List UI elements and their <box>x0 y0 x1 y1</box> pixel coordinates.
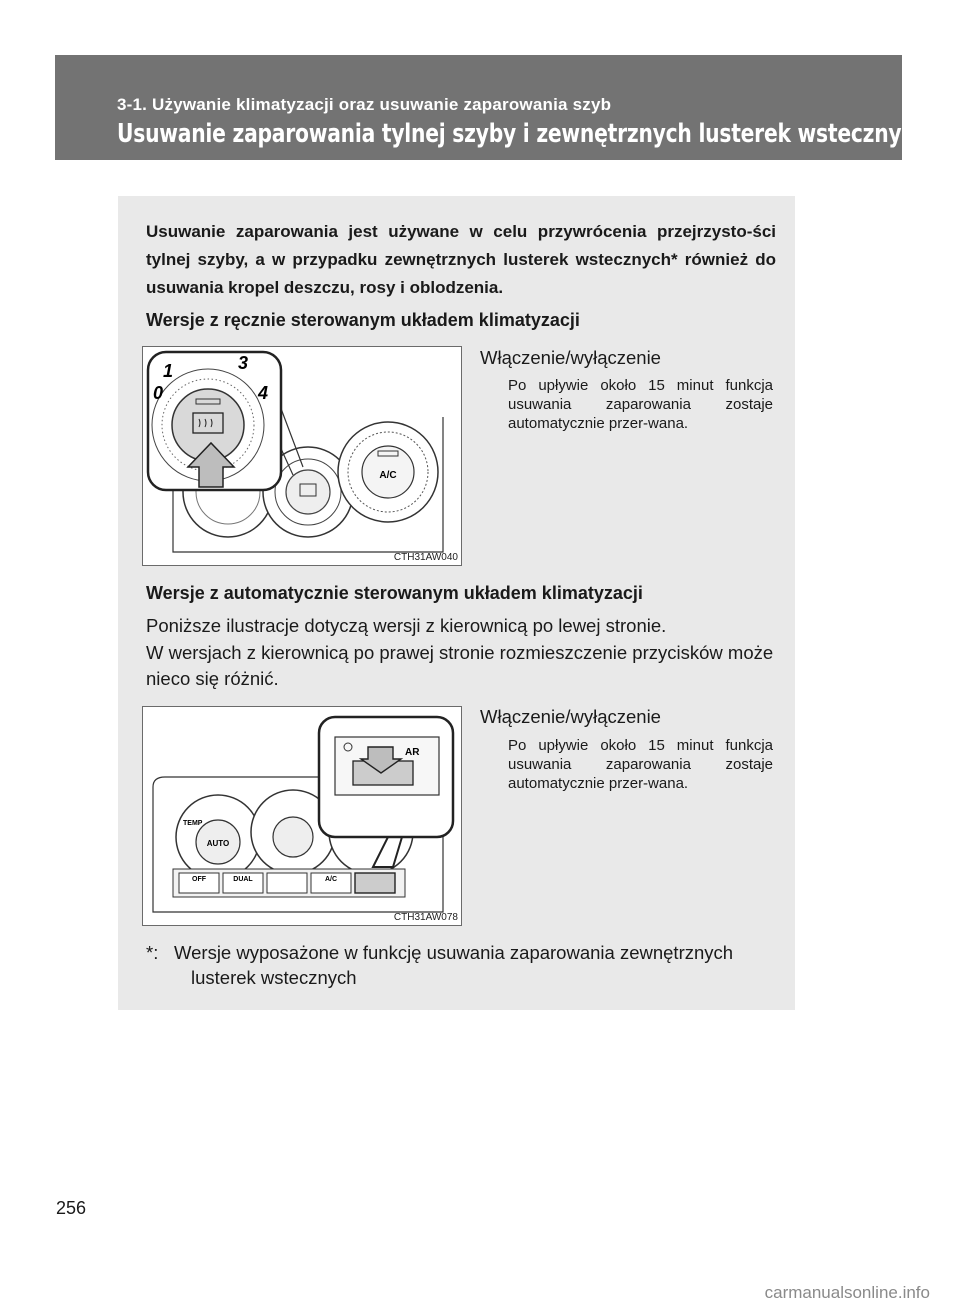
manual-climate-figure <box>142 346 462 566</box>
footnote-text: Wersje wyposażone w funkcję usuwania zaparowania zewnętrznych <box>174 942 734 963</box>
auto-label: AUTO <box>206 839 230 848</box>
dual-button-label: DUAL <box>233 876 253 883</box>
intro-paragraph: Usuwanie zaparowania jest używane w celu przywrócenia przejrzysto-ści tylnej szyby, a w przypadku zewnętrznych lusterek wstecznych* również do usuwania kropel deszczu, rosy i oblodzenia. <box>146 222 776 297</box>
manual-onoff-description: Po upływie około 15 minut funkcja usuwania zaparowania zostaje automatycznie przer-wana. <box>508 377 773 432</box>
automatic-climate-figure <box>142 706 462 926</box>
automatic-note-lhd: Poniższe ilustracje dotyczą wersji z kierownicą po lewej stronie. <box>146 615 667 636</box>
automatic-climate-illustration <box>143 707 462 926</box>
automatic-version-heading: Wersje z automatycznie sterowanym układem klimatyzacji <box>146 583 643 603</box>
automatic-note-rhd: W wersjach z kierownicą po prawej stronie rozmieszczenie przycisków może nieco się różnić. <box>146 642 774 689</box>
footnote-continuation: lusterek wstecznych <box>191 967 357 988</box>
svg-text:0: 0 <box>153 383 164 403</box>
manual-onoff-label: Włączenie/wyłączenie <box>480 347 661 368</box>
svg-text:4: 4 <box>258 383 269 403</box>
temp-label: TEMP <box>183 820 203 827</box>
svg-text:3: 3 <box>238 353 249 373</box>
ar-label: AR <box>405 747 420 758</box>
svg-text:1: 1 <box>163 361 174 381</box>
page-title: Usuwanie zaparowania tylnej szyby i zewnętrznych lusterek wstecznych <box>117 119 928 149</box>
footnote-mark: *: <box>146 942 159 963</box>
ac-button-label: A/C <box>324 876 338 883</box>
section-title: 3-1. Używanie klimatyzacji oraz usuwanie zaparowania szyb <box>117 95 612 114</box>
off-button-label: OFF <box>192 876 206 883</box>
figure-code: CTH31AW078 <box>393 912 458 923</box>
page-number: 256 <box>56 1198 87 1218</box>
figure-code: CTH31AW040 <box>393 552 458 563</box>
automatic-onoff-description: Po upływie około 15 minut funkcja usuwania zaparowania zostaje automatycznie przer-wana. <box>508 737 773 792</box>
chapter-header <box>55 55 928 160</box>
automatic-onoff-label: Włączenie/wyłączenie <box>480 706 661 727</box>
manual-version-heading: Wersje z ręcznie sterowanym układem klimatyzacji <box>146 310 580 330</box>
ac-label: A/C <box>379 470 397 481</box>
manual-climate-illustration <box>143 347 462 566</box>
watermark: carmanualsonline.info <box>764 1283 930 1302</box>
